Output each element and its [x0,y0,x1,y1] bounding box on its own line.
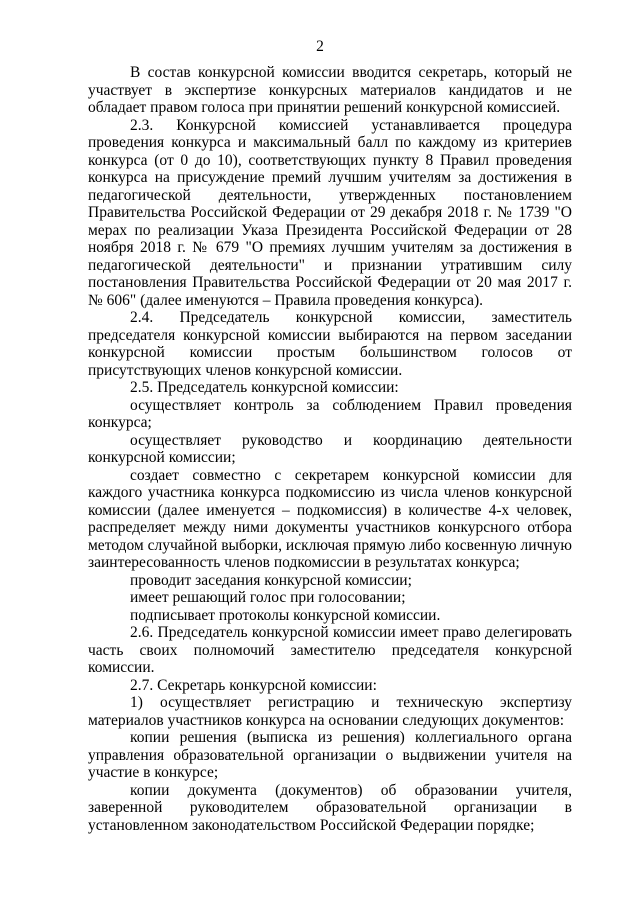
paragraph-2-6: 2.6. Председатель конкурсной комиссии имеет право делегировать часть своих полномочий заместителю председателя конкурсной комиссии. [88,624,572,676]
paragraph-protocols: подписывает протоколы конкурсной комиссии. [130,606,441,624]
paragraph-vote: имеет решающий голос при голосовании; [130,589,406,606]
paragraph-2-7: 2.7. Секретарь конкурсной комиссии: [130,676,377,694]
paragraph-2-5: 2.5. Председатель конкурсной комиссии: [130,379,399,396]
paragraph-leadership: осуществляет руководство и координацию деятельности конкурсной комиссии; [88,431,572,466]
paragraph-registration: 1) осуществляет регистрацию и техническую экспертизу материалов участников конкурса на основании следующих документов: [88,694,572,729]
paragraph-secretary: В состав конкурсной комиссии вводится секретарь, который не участвует в экспертизе конкурсных материалов кандидатов и не обладает правом голоса при принятии решений конкурсной комиссией. [88,64,572,116]
paragraph-meetings: проводит заседания конкурсной комиссии; [130,571,412,589]
paragraph-control: осуществляет контроль за соблюдением Правил проведения конкурса; [88,396,572,431]
paragraph-2-3: 2.3. Конкурсной комиссией устанавливается процедура проведения конкурса и максимальный балл по каждому из критериев конкурса (от 0 до 10), соответствующих пункту 8 Правил проведения конкурса на присуждение премий лучшим учителям за достижения в педагогической деятельности, утвержденных постановлением Правительства Российской Федерации от 29 декабря 2018 г. № 1739 "О мерах по реализации Указа Президента Российской Федерации от 28 ноября 2018 г. № 679 "О премиях лучшим учителям за достижения в педагогической деятельности" и признании утратившим силу постановления Правительства Российской Федерации от 20 мая 2017 г. № 606" (далее именуются – Правила проведения конкурса). [88,116,572,309]
paragraph-subcommission: создает совместно с секретарем конкурсной комиссии для каждого участника конкурса подкомиссию из числа членов конкурсной комиссии (далее именуется – подкомиссия) в количестве 4-х человек, распределяет между ними документы участников конкурсного отбора методом случайной выборки, исключая прямую либо косвенную личную заинтересованность членов подкомиссии в результатах конкурса; [88,466,572,571]
page-number: 2 [316,38,324,55]
paragraph-2-4: 2.4. Председатель конкурсной комиссии, заместитель председателя конкурсной комиссии выбираются на первом заседании конкурсной комиссии простым большинством голосов от присутствующих членов конкурсной комиссии. [88,309,572,379]
paragraph-education-copy: копии документа (документов) об образовании учителя, заверенной руководителем образовательной организации в установленном законодательством Российской Федерации порядке; [88,781,572,834]
document-body [88,64,572,834]
paragraph-decision-copy: копии решения (выписка из решения) коллегиального органа управления образовательной организации о выдвижении учителя на участие в конкурсе; [88,729,572,781]
